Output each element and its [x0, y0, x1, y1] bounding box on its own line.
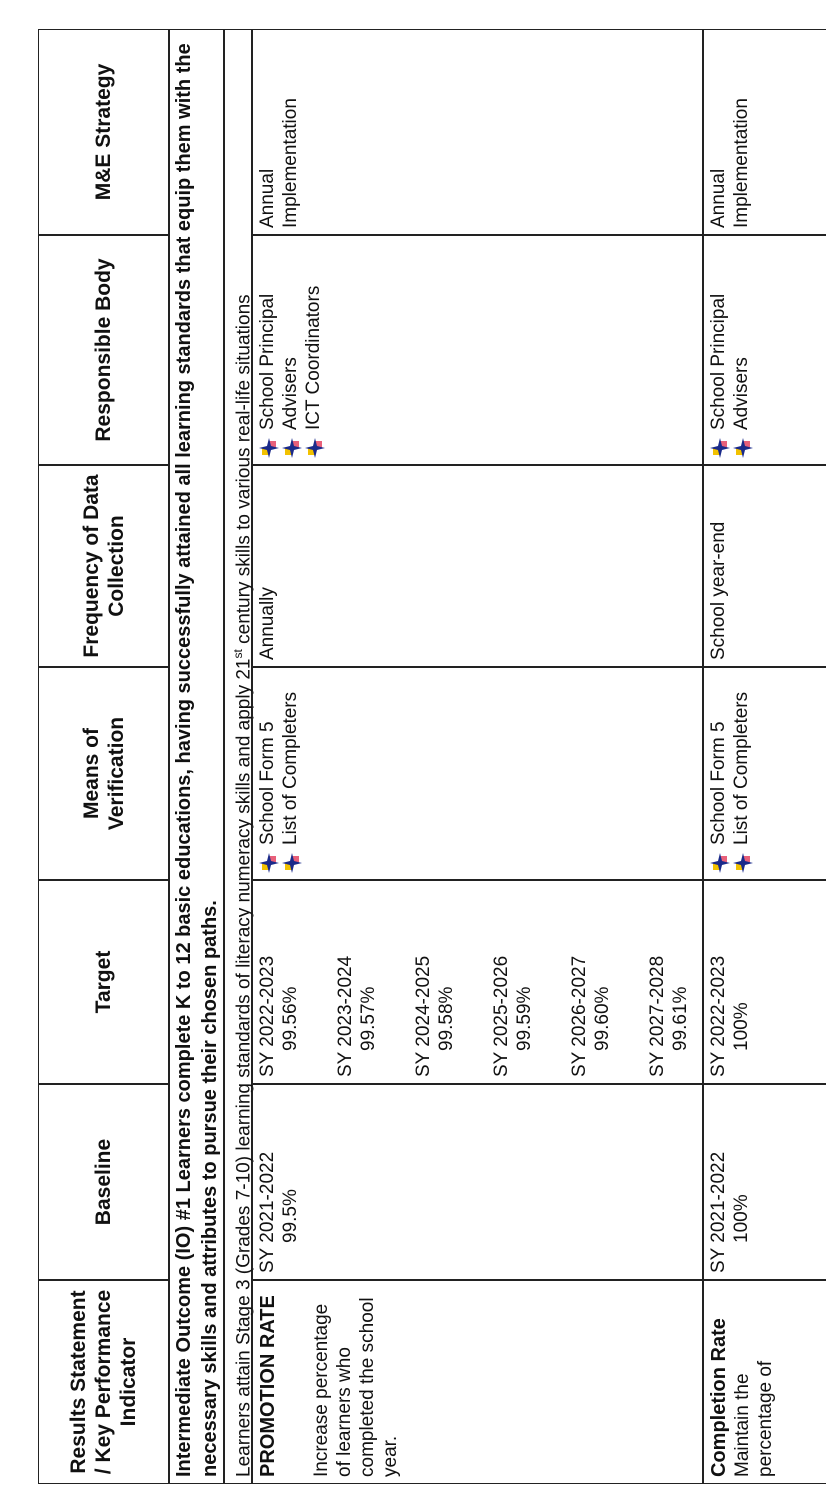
row1-responsible — [252, 235, 703, 465]
row1-target-value: 99.60% — [592, 986, 613, 1051]
row1-responsible-label: ICT Coordinators — [303, 285, 324, 430]
row1-responsible-item — [256, 242, 279, 458]
header-target: Target — [38, 880, 169, 1084]
header-me: M&E Strategy — [38, 29, 169, 235]
four-point-star-bullet-icon — [282, 853, 302, 873]
row1-means-item — [256, 674, 279, 873]
four-point-star-bullet-icon — [733, 853, 753, 873]
row1-responsible-item — [302, 242, 325, 458]
row2-responsible-item — [730, 242, 753, 458]
row2-me-strategy: Annual Implementation — [703, 29, 826, 235]
row1-kpi-desc: Increase percentage of learners who completed the school year. — [311, 1297, 401, 1477]
row1-means-item — [279, 674, 302, 873]
row2-responsible-label: School Principal — [708, 293, 729, 430]
row1-target-value: 99.59% — [514, 986, 535, 1051]
row1-target-value: 99.58% — [436, 986, 457, 1051]
row2-responsible-label: Advisers — [731, 357, 752, 430]
row1-responsible-item — [279, 242, 302, 458]
four-point-star-bullet-icon — [710, 438, 730, 458]
row2-target-year: SY 2022-2023 — [708, 955, 729, 1077]
row2-kpi-title: Completion Rate — [708, 1318, 730, 1477]
row1-means — [252, 667, 703, 880]
header-means: Means of Verification — [38, 667, 169, 880]
row2-kpi-desc: Maintain the percentage of — [732, 1360, 776, 1477]
row1-target-year: SY 2025-2026 — [491, 955, 512, 1077]
row2-baseline-value: 100% — [731, 1194, 752, 1243]
row1-target-value: 99.61% — [670, 986, 691, 1051]
row2-baseline — [703, 1084, 826, 1280]
row1-baseline — [252, 1084, 703, 1280]
header-baseline: Baseline — [38, 1084, 169, 1280]
row1-target-year: SY 2024-2025 — [413, 955, 434, 1077]
row1-me-strategy: Annual Implementation — [252, 29, 703, 235]
row2-means-item — [707, 674, 730, 873]
row2-baseline-year: SY 2021-2022 — [708, 1151, 729, 1273]
four-point-star-bullet-icon — [733, 438, 753, 458]
intermediate-outcome-band: Intermediate Outcome (IO) #1 Learners complete K to 12 basic educations, having successfully attained all learning standards that equip them with the necessary skills and attributes to pursue their chosen paths. — [169, 29, 224, 1484]
row2-responsible — [703, 235, 826, 465]
row1-target-value: 99.57% — [358, 986, 379, 1051]
learners-statement-band — [224, 29, 255, 1484]
row1-kpi — [252, 1280, 703, 1484]
row1-baseline-value: 99.5% — [280, 1189, 301, 1243]
learners-statement-post: century skills to various real-life situations — [233, 294, 255, 650]
row1-target-year: SY 2022-2023 — [257, 955, 278, 1077]
header-responsible: Responsible Body — [38, 235, 169, 465]
row1-means-label: List of Completers — [280, 691, 301, 845]
row2-means — [703, 667, 826, 880]
four-point-star-bullet-icon — [259, 853, 279, 873]
row2-responsible-item — [707, 242, 730, 458]
four-point-star-bullet-icon — [305, 438, 325, 458]
learners-statement-sup: st — [231, 649, 245, 659]
learners-statement-pre: Learners attain Stage 3 (Grades 7-10) learning standards of literacy numeracy skills and apply 21 — [233, 658, 255, 1477]
row1-target-value: 99.56% — [280, 986, 301, 1051]
row1-baseline-year: SY 2021-2022 — [257, 1151, 278, 1273]
header-kpi: Results Statement / Key Performance Indicator — [38, 1280, 169, 1484]
row2-target — [703, 880, 826, 1084]
row1-kpi-title: PROMOTION RATE — [257, 1295, 279, 1477]
row1-target-year: SY 2026-2027 — [569, 955, 590, 1077]
row1-responsible-label: School Principal — [257, 293, 278, 430]
four-point-star-bullet-icon — [259, 438, 279, 458]
row2-target-value: 100% — [731, 1002, 752, 1051]
header-frequency: Frequency of Data Collection — [38, 465, 169, 667]
row1-target-year: SY 2027-2028 — [647, 955, 668, 1077]
row1-target — [252, 880, 703, 1084]
row2-kpi — [703, 1280, 826, 1484]
me-table — [38, 29, 826, 1484]
row2-frequency: School year-end — [703, 465, 826, 667]
row2-means-item — [730, 674, 753, 873]
four-point-star-bullet-icon — [710, 853, 730, 873]
row2-means-label: School Form 5 — [708, 721, 729, 845]
row1-frequency: Annually — [252, 465, 703, 667]
row2-means-label: List of Completers — [731, 691, 752, 845]
four-point-star-bullet-icon — [282, 438, 302, 458]
row1-means-label: School Form 5 — [257, 721, 278, 845]
row1-target-year: SY 2023-2024 — [335, 955, 356, 1077]
row1-responsible-label: Advisers — [280, 357, 301, 430]
